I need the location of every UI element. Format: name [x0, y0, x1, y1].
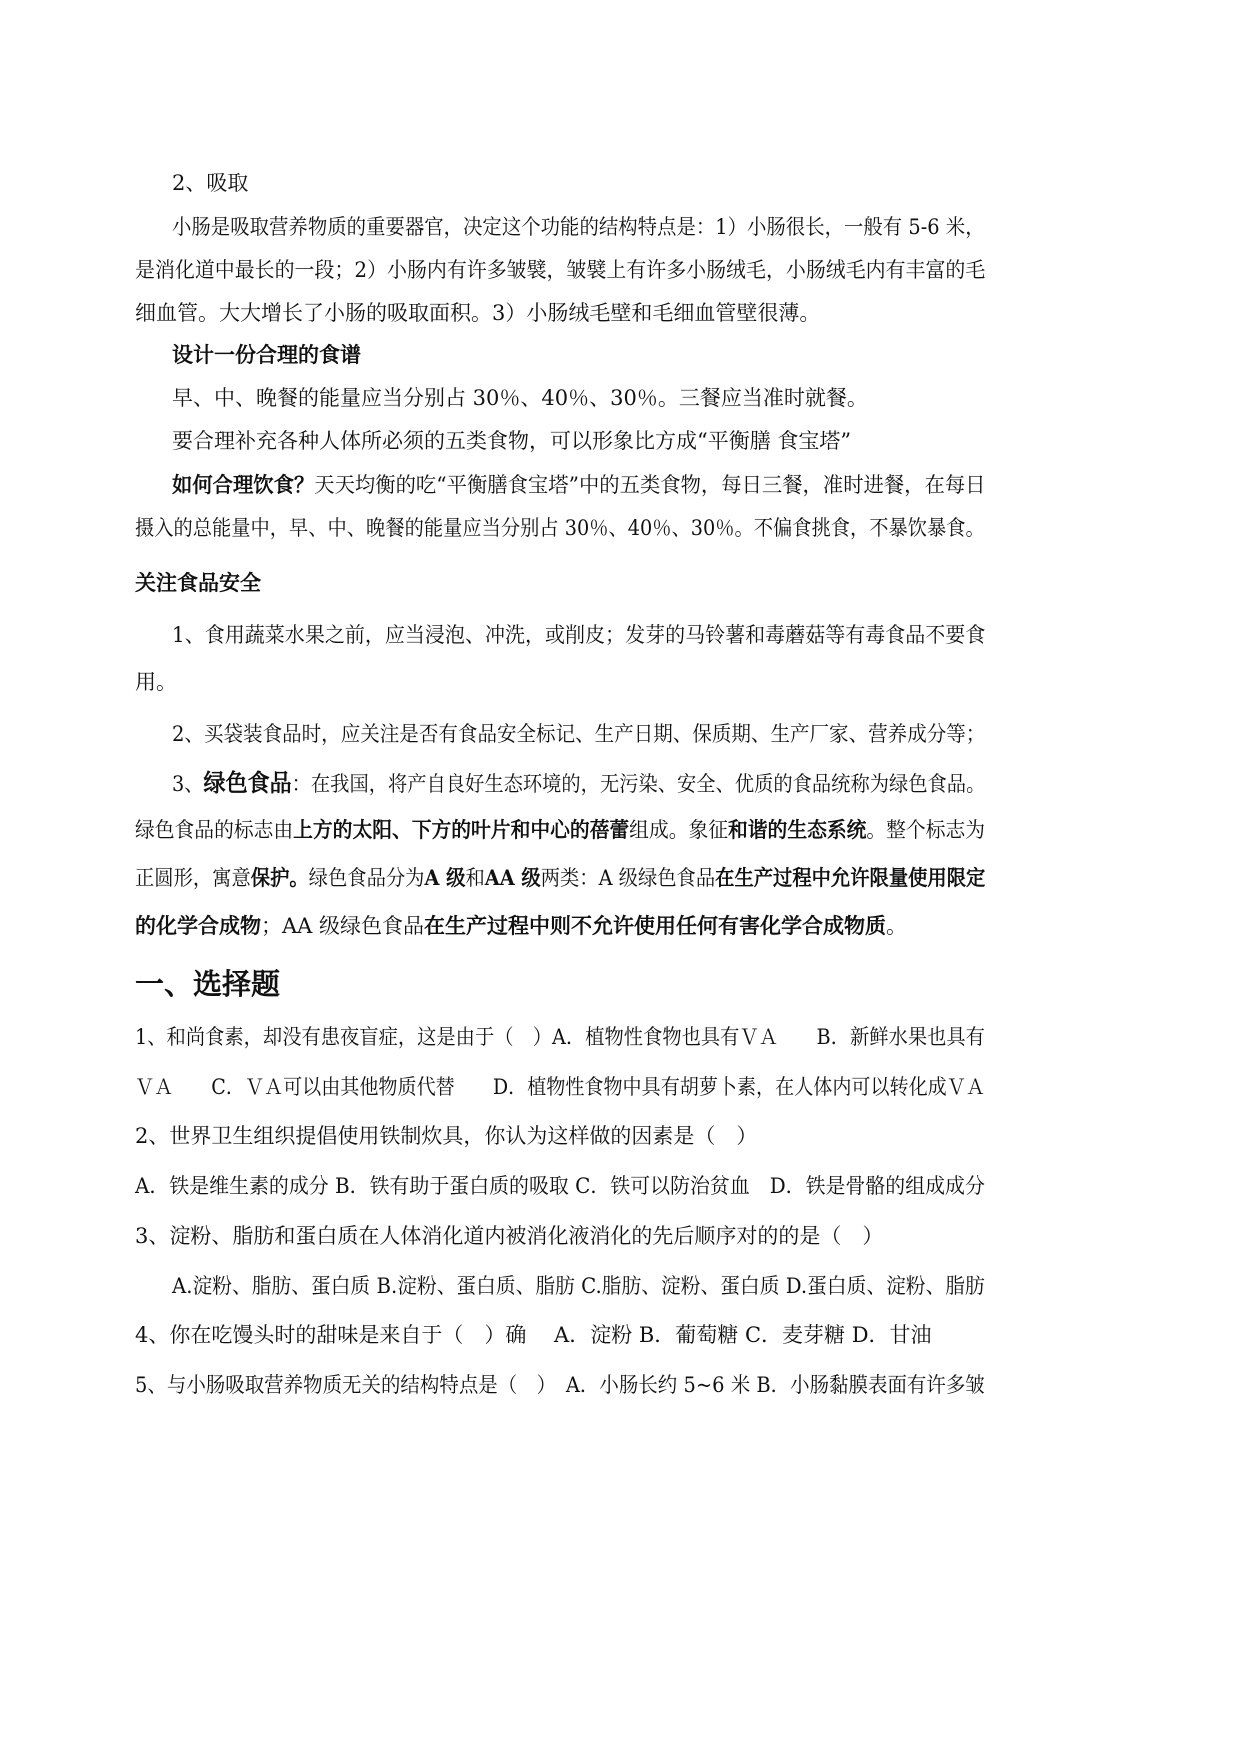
section-heading-absorb: 2、吸取: [172, 171, 249, 195]
text-run: 组成。象征: [629, 818, 729, 842]
paragraph-line: 要合理补充各种人体所必须的五类食物，可以形象比方成“平衡膳 食宝塔”: [172, 429, 852, 453]
bold-run: 上方的太阳、下方的叶片和中心的蓓蕾: [293, 817, 630, 842]
section-heading-recipe: 设计一份合理的食谱: [172, 343, 361, 367]
text-run: 。: [886, 914, 908, 938]
text-run: ；AA 级绿色食品: [261, 914, 425, 938]
text-run: 天天均衡的吃“平衡膳食宝塔”中的五类食物，每日三餐，准时进餐，在每日: [314, 473, 986, 497]
paragraph-line: 细血管。大大增长了小肠的吸取面积。3）小肠绒毛壁和毛细血管壁很薄。: [135, 301, 821, 325]
paragraph-line: 小肠是吸取营养物质的重要器官，决定这个功能的结构特点是：1）小肠很长，一般有 5-6 米，: [172, 215, 985, 239]
text-run: 绿色食品分为: [308, 866, 425, 890]
bold-run: AA 级: [484, 865, 541, 890]
bold-run: 在生产过程中则不允许使用任何有害化学合成物质: [424, 913, 887, 938]
paragraph-line: [172, 470, 985, 500]
paragraph-line: 2、买袋装食品时，应关注是否有食品安全标记、生产日期、保质期、生产厂家、营养成分等；: [172, 722, 986, 746]
paragraph-line: 用。: [135, 670, 177, 694]
question-line: 2、世界卫生组织提倡使用铁制炊具，你认为这样做的因素是（ ）: [135, 1124, 758, 1148]
bold-run: 在生产过程中允许限量使用限定: [715, 865, 986, 890]
bold-run: 和谐的生态系统: [728, 817, 867, 842]
bold-run: 保护。: [250, 865, 309, 890]
text-run: 和: [465, 866, 485, 890]
question-line: ＶＡ C．ＶＡ可以由其他物质代替 D．植物性食物中具有胡萝卜素，在人体内可以转化成ＶＡ: [135, 1075, 985, 1099]
bold-term: 绿色食品: [203, 768, 292, 797]
paragraph-line: [135, 863, 985, 893]
paragraph-line: [135, 911, 907, 941]
bold-run: A 级: [424, 865, 466, 890]
paragraph-line: [135, 815, 985, 845]
text-run: 。整个标志为: [866, 818, 985, 842]
paragraph-line: [172, 768, 985, 798]
bold-run: 的化学合成物: [135, 913, 261, 938]
text-run: 绿色食品的标志由: [135, 818, 294, 842]
question-line: 1、和尚食素，却没有患夜盲症，这是由于（ ）A．植物性食物也具有ＶＡ B．新鲜水果也具有: [135, 1025, 985, 1049]
paragraph-line: 摄入的总能量中，早、中、晚餐的能量应当分别占 30％、40％、30％。不偏食挑食，不暴饮暴食。: [135, 516, 985, 540]
question-line: A.淀粉、脂肪、蛋白质 B.淀粉、蛋白质、脂肪 C.脂肪、淀粉、蛋白质 D.蛋白质、淀粉、脂肪: [172, 1274, 985, 1298]
question-line: 4、你在吃馒头时的甜味是来自于（ ）确 A．淀粉 B．葡萄糖 C．麦芽糖 D．甘油: [135, 1323, 932, 1347]
list-number: 3、: [172, 772, 204, 796]
text-run: 正圆形，寓意: [135, 866, 251, 890]
section-heading-quiz: 一、选择题: [135, 967, 281, 1001]
question-line: A．铁是维生素的成分 B．铁有助于蛋白质的吸取 C．铁可以防治贫血 D．铁是骨骼的组成成分: [135, 1174, 985, 1198]
section-heading-safety: 关注食品安全: [135, 571, 261, 595]
paragraph-line: 早、中、晚餐的能量应当分别占 30％、40％、30％。三餐应当准时就餐。: [172, 386, 868, 410]
bold-question: 如何合理饮食？: [172, 472, 315, 497]
text-run: ：在我国，将产自良好生态环境的，无污染、安全、优质的食品统称为绿色食品。: [291, 772, 986, 796]
paragraph-line: 是消化道中最长的一段；2）小肠内有许多皱襞，皱襞上有许多小肠绒毛，小肠绒毛内有丰富的毛: [135, 258, 986, 282]
paragraph-line: 1、食用蔬菜水果之前，应当浸泡、冲洗，或削皮；发芽的马铃薯和毒蘑菇等有毒食品不要食: [172, 623, 986, 647]
question-line: 5、与小肠吸取营养物质无关的结构特点是（ ） A．小肠长约 5~6 米 B．小肠黏膜表面有许多皱: [135, 1373, 985, 1397]
text-run: 两类：A 级绿色食品: [540, 866, 716, 890]
question-line: 3、淀粉、脂肪和蛋白质在人体消化道内被消化液消化的先后顺序对的的是（ ）: [135, 1224, 884, 1248]
